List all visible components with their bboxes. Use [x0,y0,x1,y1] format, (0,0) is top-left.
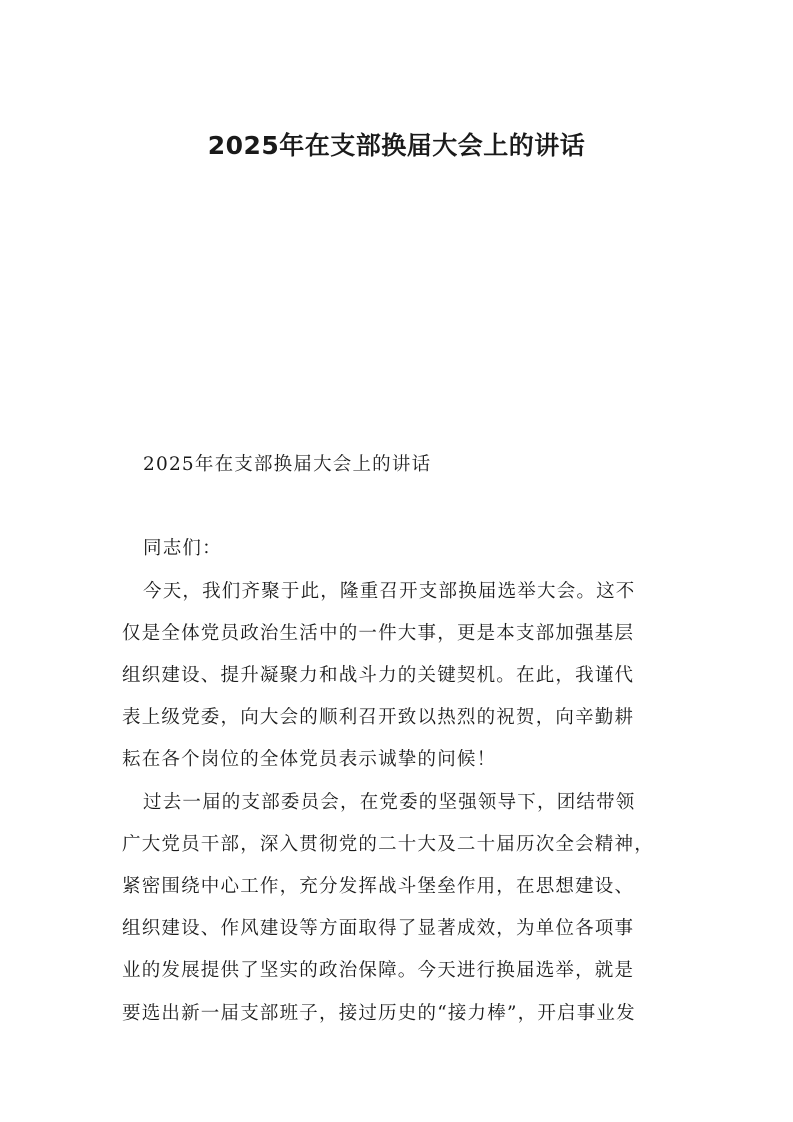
paragraph-line: 组织建设、作风建设等方面取得了显著成效，为单位各项事 [122,918,635,940]
paragraph-line: 业的发展提供了坚实的政治保障。今天进行换届选举，就是 [122,960,635,982]
salutation: 同志们： [143,538,222,560]
paragraph-line: 表上级党委，向大会的顺利召开致以热烈的祝贺，向辛勤耕 [122,707,635,729]
paragraph-line: 过去一届的支部委员会，在党委的坚强领导下，团结带领 [143,791,636,813]
paragraph-1 [122,571,674,782]
paragraph-line: 仅是全体党员政治生活中的一件大事，更是本支部加强基层 [122,622,635,644]
document-title: 2025年在支部换届大会上的讲话 [207,131,586,160]
paragraph-2 [122,782,674,1035]
document-subtitle: 2025年在支部换届大会上的讲话 [143,454,432,475]
blank-line [122,486,674,528]
paragraph-line: 今天，我们齐聚于此，隆重召开支部换届选举大会。这不 [143,580,636,602]
paragraph-line: 要选出新一届支部班子，接过历史的“接力棒”，开启事业发 [122,1002,636,1024]
paragraph-line: 耘在各个岗位的全体党员表示诚挚的问候！ [122,749,497,771]
document-body [122,444,674,1035]
paragraph-line: 紧密围绕中心工作，充分发挥战斗堡垒作用，在思想建设、 [122,876,635,898]
paragraph-line: 组织建设、提升凝聚力和战斗力的关键契机。在此，我谨代 [122,665,635,686]
paragraph-line: 广大党员干部，深入贯彻党的二十大及二十届历次全会精神， [122,833,654,855]
